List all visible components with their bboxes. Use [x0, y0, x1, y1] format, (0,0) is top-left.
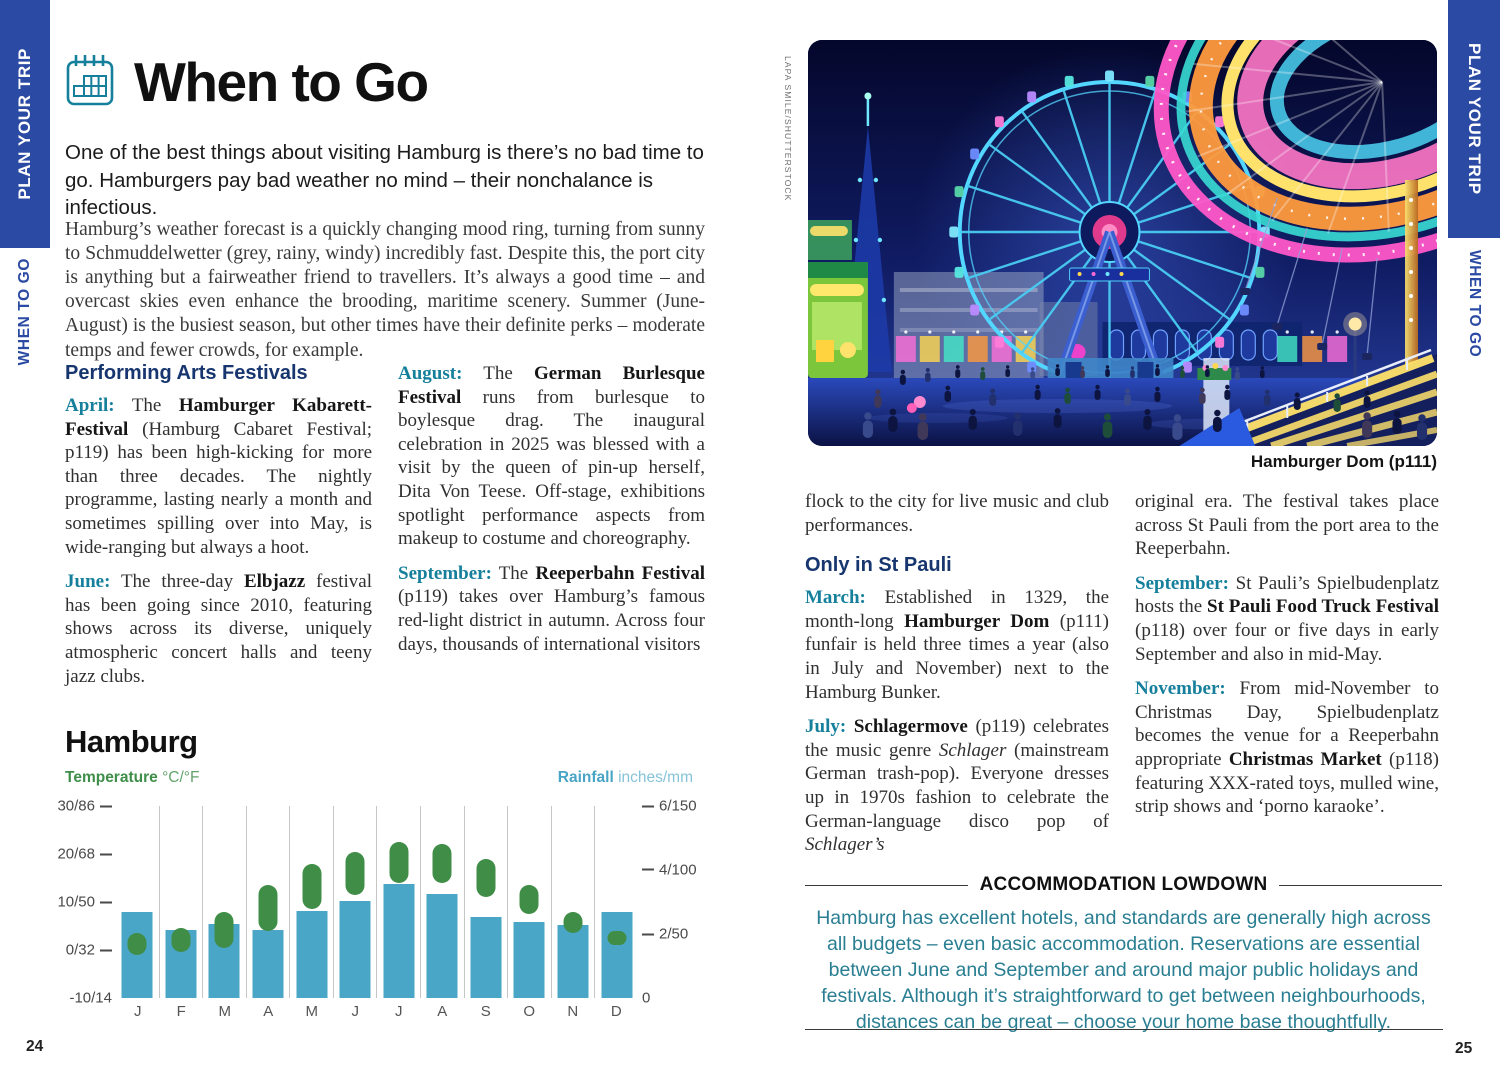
page-title: When to Go	[134, 51, 428, 113]
lede-paragraph: One of the best things about visiting Hamburg is there’s no bad time to go. Hamburgers pay bad weather no mind – their nonchalance is infectious.	[65, 141, 704, 219]
june-entry: June: The three-day Elbjazz festival has been going since 2010, featuring shows across its diverse, uniquely atmospheric concert halls and teeny jazz clubs.	[65, 571, 372, 687]
festivals-heading: Performing Arts Festivals	[65, 362, 308, 384]
july-entry: July: Schlagermove (p119) celebrates the music genre Schlager (mainstream German trash-pop). Everyone dresses up in 1970s fashion to celebrate the German-language disco pop of Schlager’s	[805, 716, 1109, 856]
left-when-to-go-label: WHEN TO GO	[16, 258, 33, 366]
chart-axis-labels	[65, 769, 693, 787]
page-number-right: 25	[1455, 1040, 1473, 1057]
lowdown-body: Hamburg has excellent hotels, and standards are generally high across all budgets – even basic accommodation. Reservations are essential between June and September and around major public holidays and festivals. Although it’s straightforward to get between neighbourhoods, distances can be great – choose your home base thoughtfully.	[816, 907, 1431, 1033]
st-pauli-heading: Only in St Pauli	[805, 554, 952, 577]
temperature-tick-labels: 30/86 20/68 10/50 0/32 -10/14	[57, 797, 112, 1007]
bottom-rule	[805, 1029, 1443, 1030]
rainfall-axis-label: Rainfall inches/mm	[557, 769, 693, 786]
september-food-truck-entry: September: St Pauli’s Spielbudenplatz hosts the St Pauli Food Truck Festival (p118) over four or five days in early September and also in mid-May.	[1135, 572, 1440, 665]
chart-title: Hamburg	[65, 724, 198, 759]
left-column-2	[398, 362, 705, 699]
dom-photo	[808, 40, 1437, 446]
left-page-columns	[65, 362, 705, 699]
funfair-night-scene	[808, 40, 1437, 446]
right-when-to-go-label: WHEN TO GO	[1466, 250, 1483, 358]
calendar-icon	[64, 52, 116, 113]
right-page-columns	[805, 490, 1441, 868]
climate-plot	[116, 806, 638, 998]
november-entry: November: From mid-November to Christmas Day, Spielbudenplatz becomes the venue for a Reeperbahn appropriate Christmas Market (p118) featuring XXX-rated toys, mulled wine, strip shows and ‘porno karaoke’.	[1135, 678, 1440, 818]
photo-credit: LAPA SMILE/SHUTTERSTOCK	[783, 56, 793, 202]
august-entry: August: The German Burlesque Festival runs from burlesque to boylesque drag. The inaugural celebration in 2025 was blessed with a visit by the queen of pin-up herself, Dita Von Teese. Off-stage, exhibitions spotlight performance aspects from makeup to costume and choreography.	[398, 363, 705, 550]
right-column-1	[805, 490, 1109, 868]
page-title-row	[64, 50, 428, 114]
ferris-wheel-icon	[949, 71, 1269, 394]
right-plan-your-trip-tab	[1448, 0, 1500, 238]
left-tab-label: PLAN YOUR TRIP	[15, 48, 34, 200]
september-entry: September: The Reeperbahn Festival (p119) takes over Hamburg’s famous red-light district in autumn. Across four days, thousands of international visitors	[398, 562, 705, 655]
lowdown-heading: ACCOMMODATION LOWDOWN	[979, 874, 1268, 895]
rule-left	[805, 885, 968, 886]
intro-paragraph: Hamburg’s weather forecast is a quickly changing mood ring, turning from sunny to Schmuddelwetter (grey, rainy, windy) incredibly fast. Despite this, the port city is anything but a fairweather friend to travellers. It’s always a good time – and overcast skies even enhance the brooding, maritime scenery. Summer (June-August) is the busiest season, but other times have their definite perks – moderate temps and fewer crowds, for example.	[65, 218, 705, 361]
continuation-1: flock to the city for live music and club performances.	[805, 491, 1109, 536]
left-column-1	[65, 362, 372, 699]
temperature-axis-label: Temperature °C/°F	[65, 769, 200, 786]
left-plan-your-trip-tab	[0, 0, 50, 248]
continuation-2: original era. The festival takes place across St Pauli from the port area to the Reeperbahn.	[1135, 491, 1439, 560]
march-entry: March: Established in 1329, the month-long Hamburger Dom (p111) funfair is held three times a year (also in July and November) next to the Hamburg Bunker.	[805, 587, 1109, 703]
right-tab-label: PLAN YOUR TRIP	[1465, 43, 1484, 195]
photo-caption: Hamburger Dom (p111)	[1250, 452, 1437, 471]
month-axis: J F M A M J J A S O N D	[134, 1003, 622, 1020]
right-column-2	[1135, 490, 1439, 868]
rule-right	[1279, 885, 1442, 886]
accommodation-lowdown	[805, 874, 1442, 1035]
april-entry: April: The Hamburger Kabarett-Festival (Hamburg Cabaret Festival; p119) has been high-kicking for more than three decades. The nightly programme, lasting nearly a month and sometimes spilling over into May, is wide-ranging but always a hoot.	[65, 395, 372, 558]
rainfall-tick-labels: 6/150 4/100 2/50 0	[642, 797, 697, 1007]
page-number-left: 24	[26, 1038, 44, 1055]
